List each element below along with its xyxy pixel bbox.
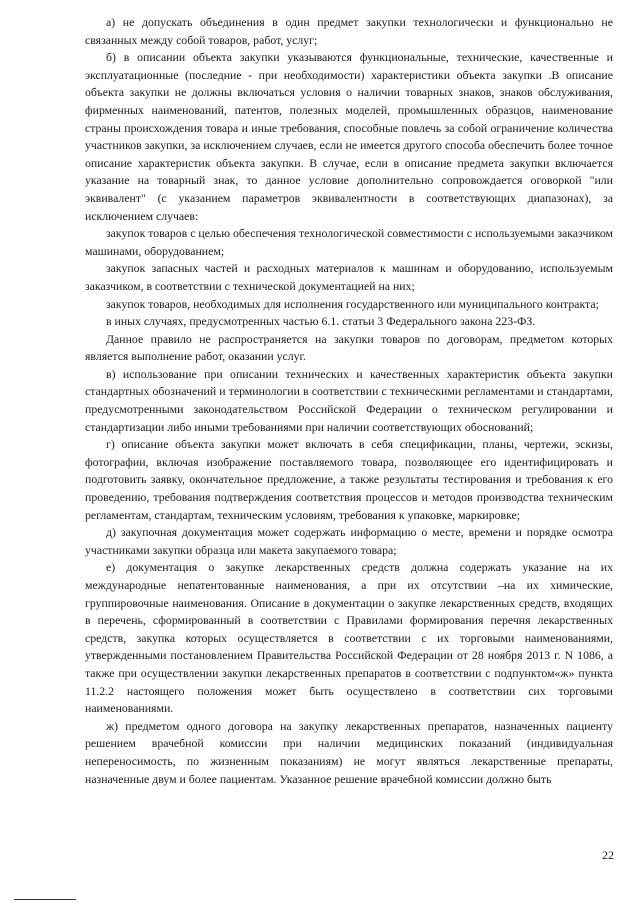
paragraph-d: д) закупочная документация может содержать информацию о месте, времени и порядке осмотра участниками закупки образца или макета закупаемого товара; xyxy=(85,525,613,557)
exception-item-contract: закупок товаров, необходимых для исполнения государственного или муниципального контракта; xyxy=(106,296,599,311)
page-number: 22 xyxy=(602,848,614,862)
document-body xyxy=(85,14,613,788)
exception-item-other: в иных случаях, предусмотренных частью 6.1. статьи 3 Федерального закона 223-ФЗ. xyxy=(106,314,536,329)
paragraph-rule-note: Данное правило не распространяется на закупки товаров по договорам, предметом которых является выполнение работ, оказании услуг. xyxy=(85,331,613,364)
paragraph-g: г) описание объекта закупки может включать в себя спецификации, планы, чертежи, эскизы, фотографии, включая изображение поставляемого товара, позволяющее его идентифицировать и подготовить заявку, окончательное предложение, а также результаты тестирования и требования к его проведению, требования подтверждения соответствия процессов и методов производства техническим регламентам, стандартам, техническим условиям, требования к упаковке, маркировке; xyxy=(85,437,613,522)
exception-item-compatibility: закупок товаров с целью обеспечения технологической совместимости с используемыми заказчиком машинами, оборудованием; xyxy=(85,226,613,258)
paragraph-e: е) документация о закупке лекарственных средств должна содержать указание на их международные непатентованные наименования, а при их отсутствии –на их химические, группировочные наименования. Описание в документации о закупке лекарственных средств, входящих в перечень, сформированный в соответствии с Правилами формирования перечня лекарственных средств, закупка которых осуществляется в соответствии с их торговыми наименованиями, утвержденными постановлением Правительства Российской Федерации от 28 ноября 2013 г. N 1086, а также при осуществлении закупки лекарственных препаратов в соответствии с подпунктом«ж» пункта 11.2.2 настоящего положения может быть осуществлено в соответствии сих торговыми наименованиями. xyxy=(85,560,613,716)
paragraph-b: б) в описании объекта закупки указываются функциональные, технические, качественные и эксплуатационные (последние - при необходимости) характеристики объекта закупки .В описание объекта закупки не должны включаться условия о наличии товарных знаков, знаков обслуживания, фирменных наименований, патентов, полезных моделей, промышленных образцов, наименование страны происхождения товара и иные требования, способные повлечь за собой ограничение количества участников закупки, за исключением случаев, если не имеется другого способа обеспечить более точное описание характеристик объекта закупки. В случае, если в описание предмета закупки включается указание на товарный знак, то данное условие дополнительно сопровождается оговоркой "или эквивалент" (с указанием параметров эквивалентности в соответствующих диапазонах), за исключением случаев: xyxy=(85,50,613,223)
paragraph-zh: ж) предметом одного договора на закупку лекарственных препаратов, назначенных пациенту решением врачебной комиссии при наличии медицинских показаний (индивидуальная непереносимость, по жизненным показаниям) не могут являться лекарственные препараты, назначенные двум и более пациентам. Указанное решение врачебной комиссии должно быть xyxy=(85,718,613,786)
exception-item-spare-parts: закупок запасных частей и расходных материалов к машинам и оборудованию, используемым заказчиком, в соответствии с технической документацией на них; xyxy=(85,261,613,293)
paragraph-v: в) использование при описании технических и качественных характеристик объекта закупки стандартных обозначений и терминологии в соответствии с техническими регламентами и стандартами, предусмотренными законодательством Российской Федерации о техническом регулировании и стандартизации либо иными требованиями при наличии соответствующих обоснований; xyxy=(85,366,613,434)
footnote-divider xyxy=(14,899,76,900)
paragraph-a: а) не допускать объединения в один предмет закупки технологически и функционально не связанных между собой товаров, работ, услуг; xyxy=(85,15,613,47)
